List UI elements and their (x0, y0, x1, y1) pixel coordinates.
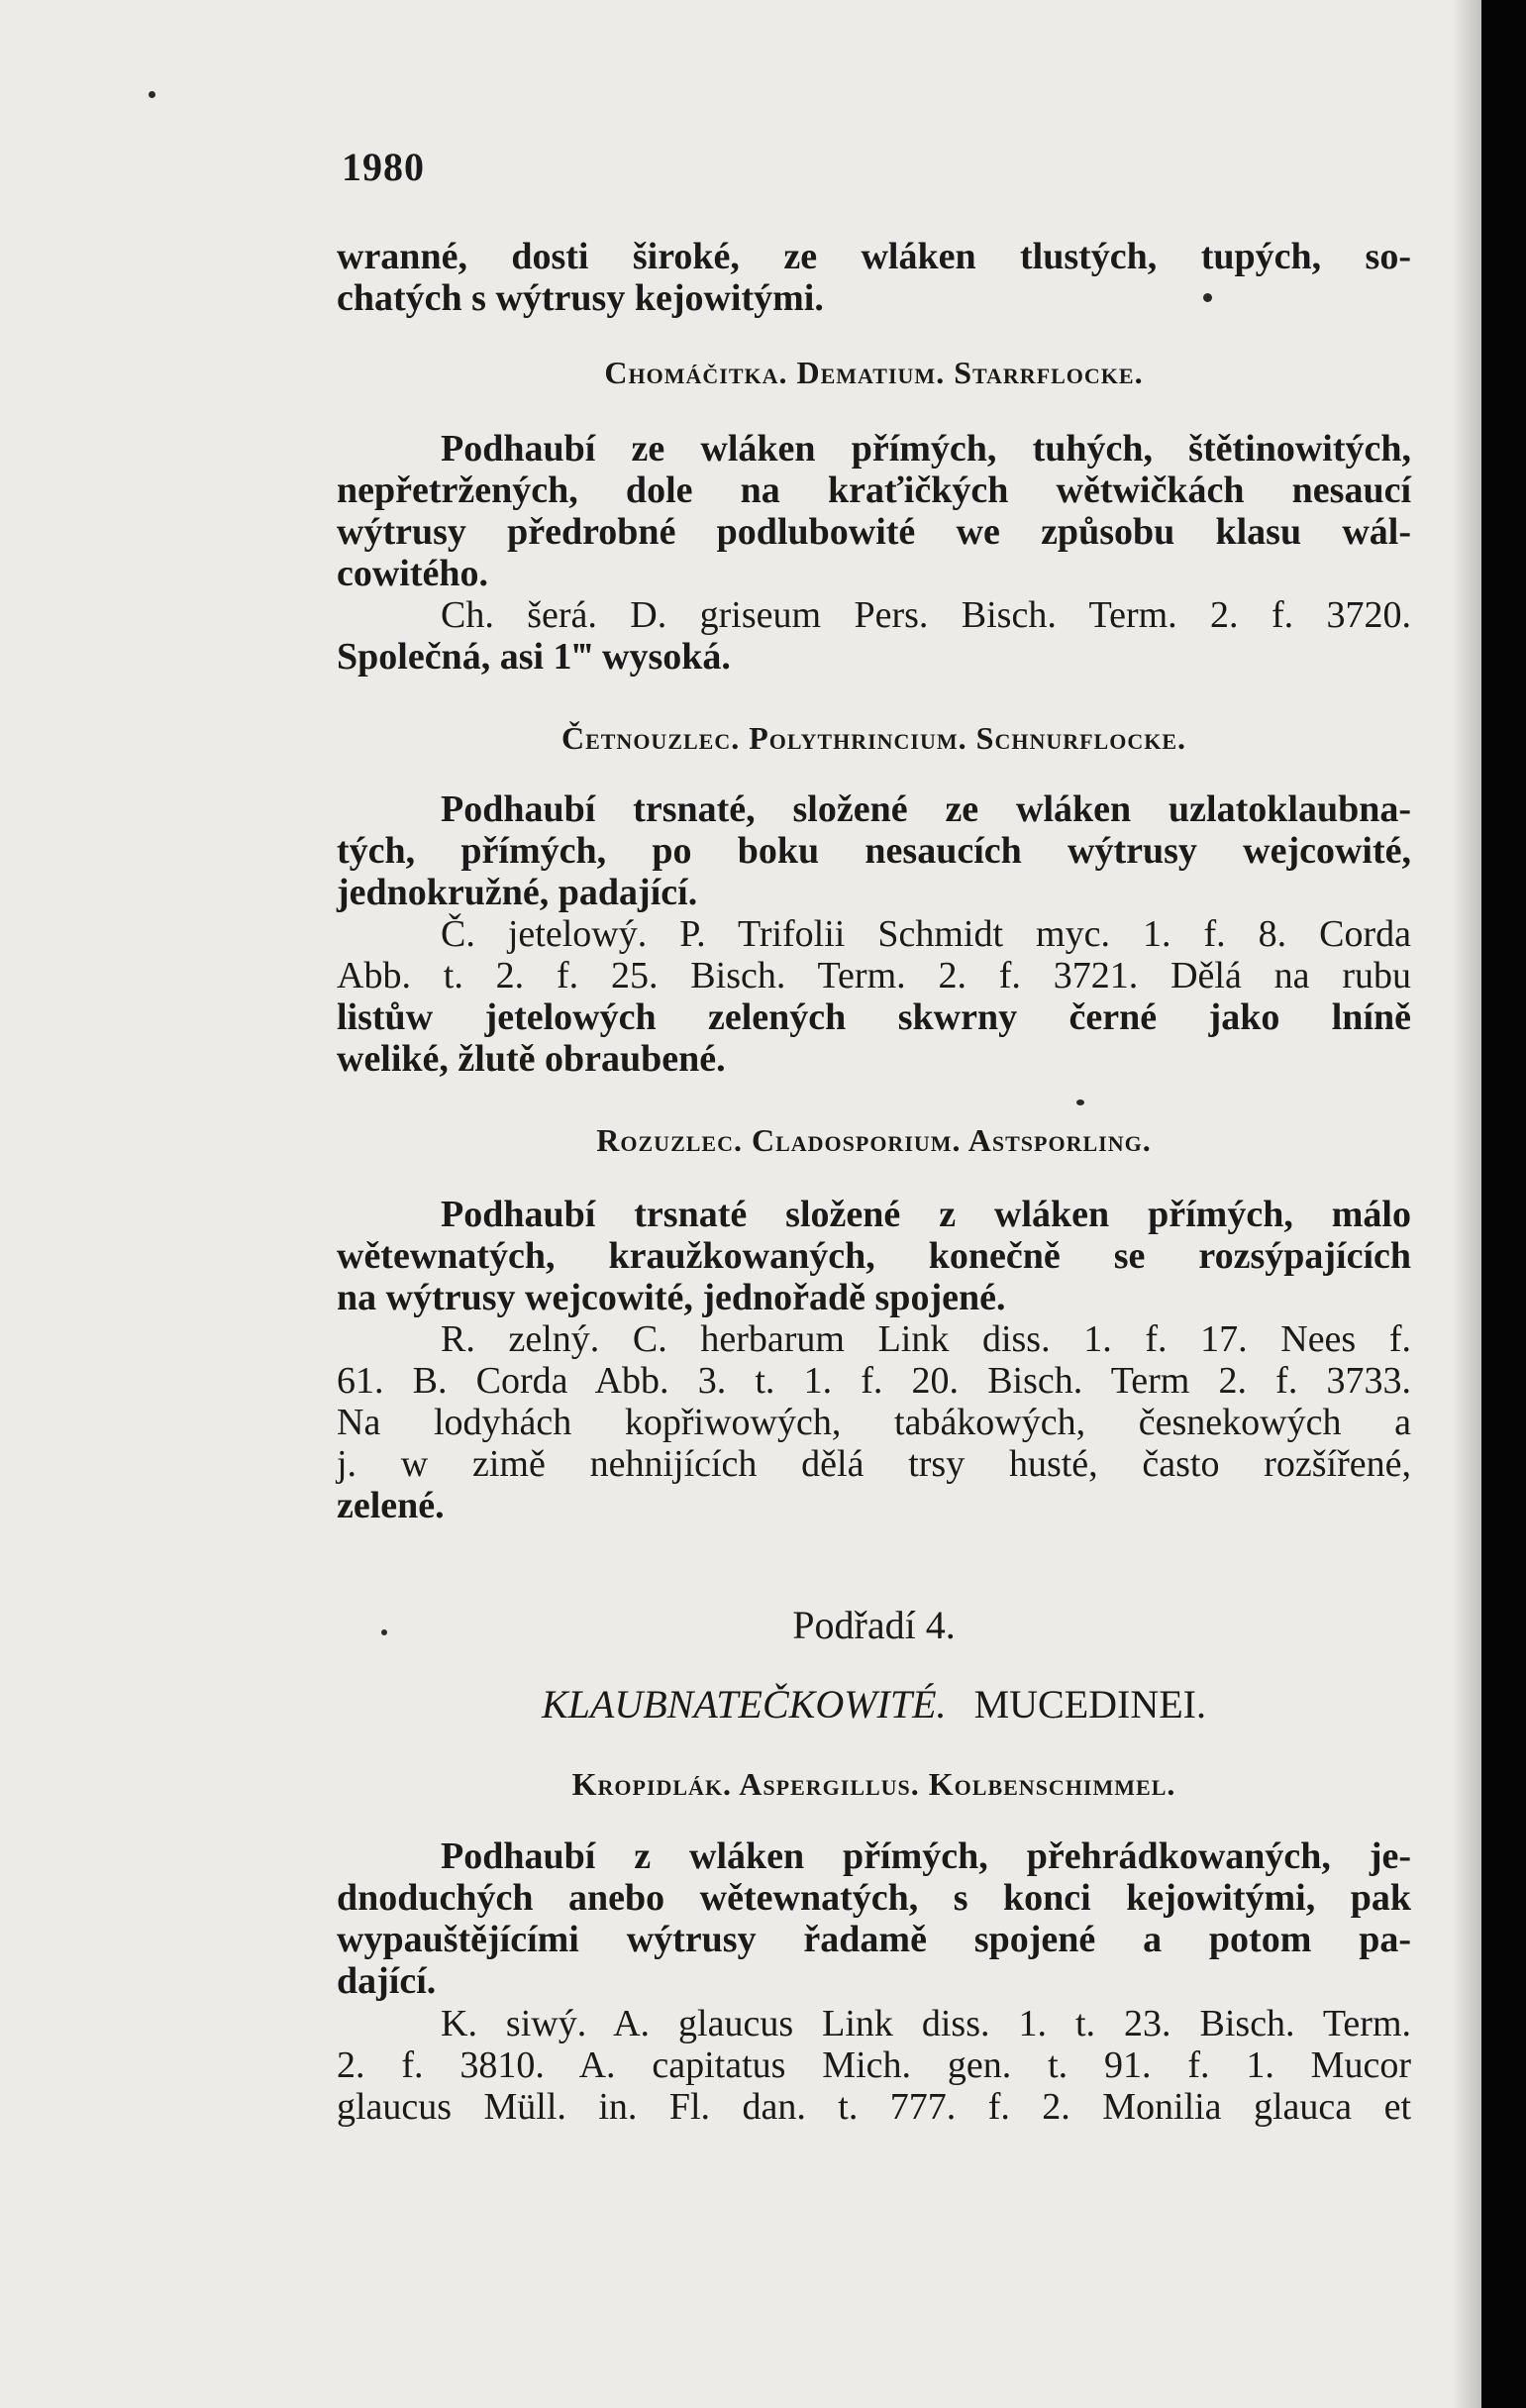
description-cladosporium (337, 1194, 1411, 1318)
page-number: 1980 (342, 145, 425, 189)
species-dematium (337, 594, 1411, 678)
text-line: Podhaubí z wláken přímých, přehrádkowaných, je- (441, 1835, 1411, 1877)
suborder-name-czech: KLAUBNATEČKOWITÉ. (542, 1682, 947, 1727)
scan-border (1481, 0, 1526, 2408)
suborder-name (337, 1681, 1411, 1727)
intro-paragraph (337, 236, 1411, 319)
description-polythrincium (337, 788, 1411, 913)
text-line: j. w zimě nehnijících dělá trsy husté, často rozšířené, (337, 1443, 1411, 1485)
text-line: zelené. (337, 1485, 445, 1526)
text-line: tých, přímých, po boku nesaucích wýtrusy wejcowité, (337, 830, 1411, 872)
text-line: chatých s wýtrusy kejowitými. (337, 277, 824, 319)
text-line: wýtrusy předrobné podlubowité we způsobu klasu wál- (337, 511, 1411, 553)
text-line: dající. (337, 1960, 437, 2002)
description-aspergillus (337, 1835, 1411, 2002)
suborder-name-latin: MUCEDINEI. (973, 1682, 1206, 1727)
text-line: cowitého. (337, 553, 489, 594)
genus-heading-cladosporium: Rozuzlec. Cladosporium. Astsporling. (596, 1122, 1152, 1158)
text-line: Na lodyhách kopřiwowých, tabákowých, česnekowých a (337, 1402, 1411, 1443)
page-edge-shadow (1452, 0, 1481, 2408)
description-dematium (337, 428, 1411, 594)
text-line: Podhaubí trsnaté, složené ze wláken uzlatoklaubna- (441, 788, 1411, 830)
genus-heading-dematium: Chomáčitka. Dematium. Starrflocke. (604, 355, 1144, 390)
text-line: Podhaubí trsnaté složené z wláken přímých, málo (441, 1194, 1411, 1235)
ink-speck (149, 91, 155, 98)
text-line: 61. B. Corda Abb. 3. t. 1. f. 20. Bisch. Term 2. f. 3733. (337, 1360, 1411, 1402)
text-line: wypauštějícími wýtrusy řadamě spojené a potom pa- (337, 1919, 1411, 1960)
text-line: wětewnatých, kraužkowaných, konečně se rozsýpajících (337, 1235, 1411, 1277)
text-line: na wýtrusy wejcowité, jednořadě spojené. (337, 1277, 1006, 1318)
text-line: R. zelný. C. herbarum Link diss. 1. f. 17. Nees f. (441, 1318, 1411, 1360)
genus-heading-polythrincium: Četnouzlec. Polythrincium. Schnurflocke. (560, 720, 1187, 756)
text-line: Podhaubí ze wláken přímých, tuhých, štětinowitých, (441, 428, 1411, 470)
species-cladosporium (337, 1318, 1411, 1526)
text-line: nepřetržených, dole na kraťičkých wětwičkách nesaucí (337, 470, 1411, 511)
text-line: K. siwý. A. glaucus Link diss. 1. t. 23. Bisch. Term. (441, 2003, 1411, 2044)
text-line: wranné, dosti široké, ze wláken tlustých, tupých, so- (337, 236, 1411, 277)
species-aspergillus (337, 2003, 1411, 2128)
text-line: Č. jetelowý. P. Trifolii Schmidt myc. 1. f. 8. Corda (441, 913, 1411, 955)
text-line: Abb. t. 2. f. 25. Bisch. Term. 2. f. 3721. Dělá na rubu (337, 955, 1411, 996)
text-line: Společná, asi 1‴ wysoká. (337, 636, 731, 678)
text-line: listůw jetelowých zelených skwrny černé jako lníně (337, 996, 1411, 1038)
text-line: Ch. šerá. D. griseum Pers. Bisch. Term. 2. f. 3720. (441, 594, 1411, 636)
genus-heading-aspergillus: Kropidlák. Aspergillus. Kolbenschimmel. (571, 1766, 1176, 1802)
text-line: 2. f. 3810. A. capitatus Mich. gen. t. 91. f. 1. Mucor (337, 2044, 1411, 2086)
suborder-title: Podřadí 4. (792, 1603, 956, 1647)
text-line: weliké, žlutě obraubené. (337, 1038, 726, 1080)
text-line: jednokružné, padající. (337, 872, 698, 913)
ink-speck (1076, 1099, 1084, 1105)
text-line: glaucus Müll. in. Fl. dan. t. 777. f. 2. Monilia glauca et (337, 2086, 1411, 2128)
text-line: dnoduchých anebo wětewnatých, s konci kejowitými, pak (337, 1877, 1411, 1919)
species-polythrincium (337, 913, 1411, 1080)
